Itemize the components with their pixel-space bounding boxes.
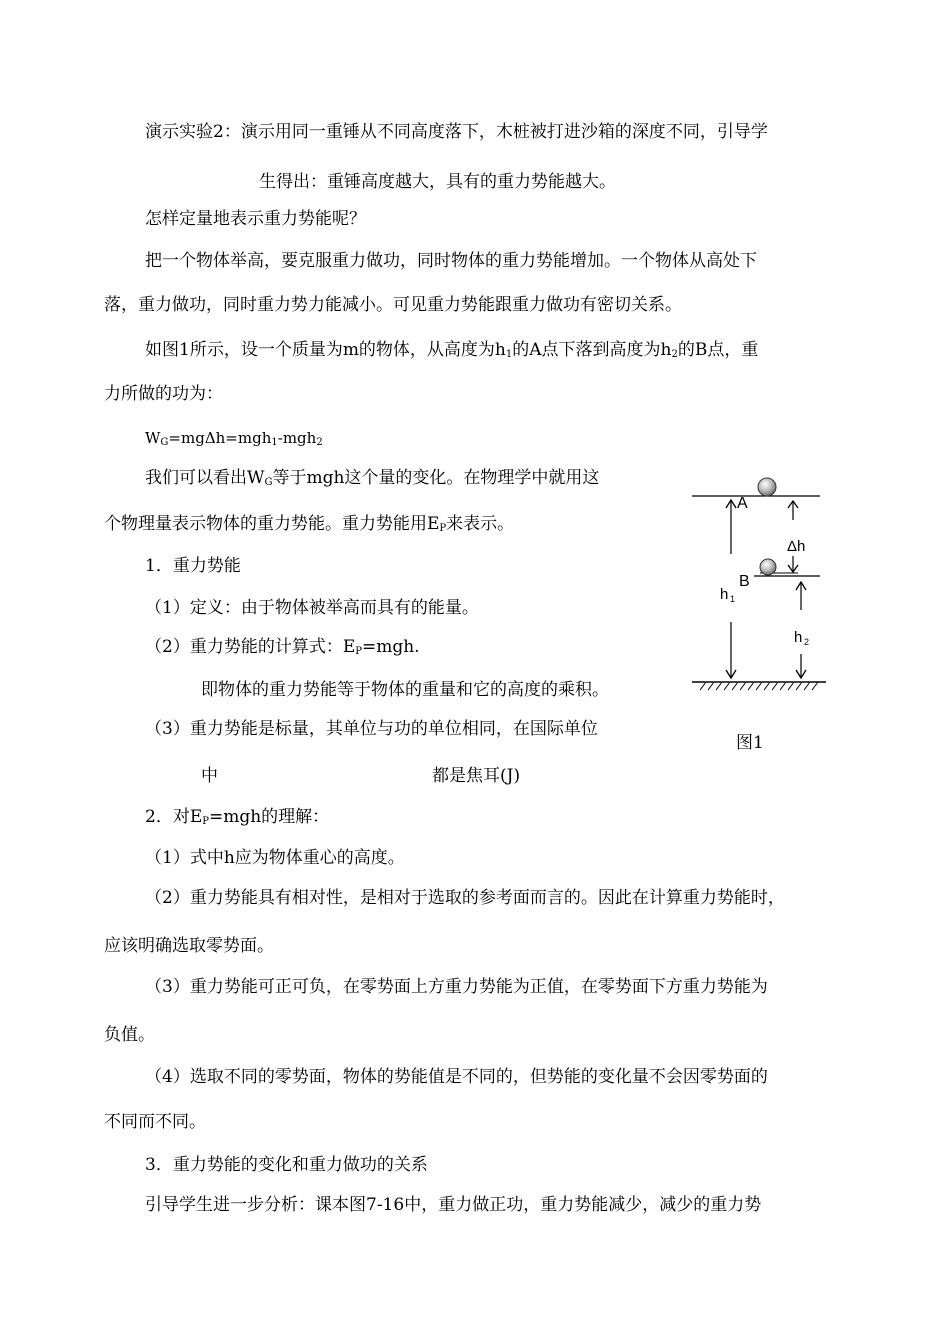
- section1-formula: [145, 636, 420, 663]
- section1-title: 1．重力势能: [145, 556, 241, 576]
- subscript: G: [264, 477, 273, 488]
- section2-item3-line2: 负值。: [104, 1025, 155, 1045]
- paragraph-see-line2: [104, 513, 514, 540]
- paragraph-demo2-line2: 生得出：重锤高度越大，具有的重力势能越大。: [259, 172, 616, 192]
- text-segment: W: [145, 429, 161, 447]
- text-segment: 等于mgh这个量的变化。在物理学中就用这: [272, 468, 600, 488]
- label-h1: h: [720, 586, 729, 603]
- label-h2-sub: 2: [804, 637, 810, 647]
- text-segment: 如图1所示，设一个质量为m的物体，从高度为h: [145, 340, 506, 360]
- paragraph-demo2-line1: 演示实验2：演示用同一重锤从不同高度落下，木桩被打进沙箱的深度不同，引导学: [145, 122, 768, 142]
- subscript: 1: [271, 437, 278, 448]
- ball-b-icon: [760, 559, 776, 575]
- text-segment: 个物理量表示物体的重力势能。重力势能用E: [104, 514, 440, 534]
- paragraph-lift-line1: 把一个物体举高，要克服重力做功，同时物体的重力势能增加。一个物体从高处下: [145, 251, 757, 271]
- label-h1-sub: 1: [730, 594, 736, 604]
- figure-1-diagram: [680, 470, 840, 690]
- section1-formula-note: 即物体的重力势能等于物体的重量和它的高度的乘积。: [201, 680, 609, 700]
- text-segment: 来表示。: [446, 514, 515, 534]
- subscript: P: [202, 816, 209, 827]
- figure-caption: 图1: [736, 733, 764, 753]
- section2-item2-line2: 应该明确选取零势面。: [104, 936, 274, 956]
- section2-title: [145, 806, 329, 833]
- label-b: B: [739, 573, 750, 590]
- text-segment: =mgh.: [361, 637, 420, 657]
- paragraph-figure-ref-line1: [145, 339, 758, 366]
- paragraph-see-line1: [145, 467, 599, 494]
- paragraph-figure-ref-line2: 力所做的功为：: [104, 384, 223, 404]
- section3-text: 引导学生进一步分析：课本图7-16中，重力做正功，重力势能减少，减少的重力势: [145, 1195, 762, 1215]
- text-segment: 我们可以看出W: [145, 468, 265, 488]
- subscript: G: [160, 437, 169, 448]
- section1-scalar-cont-a: 中: [201, 766, 218, 786]
- text-segment: 的B点，重: [677, 340, 759, 360]
- subscript: P: [439, 523, 447, 534]
- subscript: P: [355, 646, 362, 657]
- ball-a-icon: [758, 478, 776, 496]
- label-delta-h: Δh: [787, 538, 806, 555]
- text-segment: 的A点下落到高度为h: [512, 340, 672, 360]
- section2-item4-line1: （4）选取不同的零势面，物体的势能值是不同的，但势能的变化量不会因零势面的: [145, 1067, 768, 1087]
- paragraph-lift-line2: 落，重力做功，同时重力势力能减小。可见重力势能跟重力做功有密切关系。: [104, 295, 682, 315]
- section1-definition: （1）定义：由于物体被举高而具有的能量。: [145, 598, 479, 618]
- text-segment: =mgΔh=mgh: [168, 429, 272, 447]
- ground-hatch: [700, 682, 818, 690]
- text-segment: 2．对E: [145, 807, 203, 827]
- text-segment: （2）重力势能的计算式：E: [145, 637, 356, 657]
- section2-item1: （1）式中h应为物体重心的高度。: [145, 848, 405, 868]
- subscript: 2: [316, 437, 323, 448]
- paragraph-question: 怎样定量地表示重力势能呢？: [145, 209, 366, 229]
- subscript: 1: [505, 349, 513, 360]
- label-a: A: [737, 495, 748, 512]
- formula-work: [145, 427, 323, 454]
- subscript: 2: [671, 349, 678, 360]
- section2-item3-line1: （3）重力势能可正可负，在零势面上方重力势能为正值，在零势面下方重力势能为: [145, 977, 768, 997]
- text-segment: =mgh的理解：: [208, 807, 330, 827]
- section3-title: 3．重力势能的变化和重力做功的关系: [145, 1155, 428, 1175]
- section2-item4-line2: 不同而不同。: [104, 1112, 206, 1132]
- section2-item2-line1: （2）重力势能具有相对性，是相对于选取的参考面而言的。因此在计算重力势能时，: [145, 888, 785, 908]
- section1-scalar-cont-b: 都是焦耳(J): [432, 766, 521, 786]
- text-segment: -mgh: [277, 429, 317, 447]
- section1-scalar: （3）重力势能是标量，其单位与功的单位相同，在国际单位: [145, 719, 598, 739]
- label-h2: h: [794, 629, 803, 646]
